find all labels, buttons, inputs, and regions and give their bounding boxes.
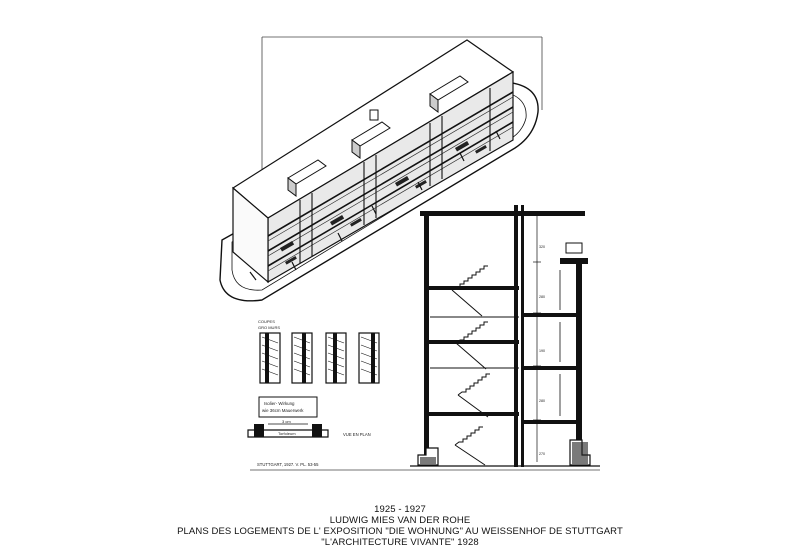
- caption-subject: PLANS DES LOGEMENTS DE L' EXPOSITION "DIE WOHNUNG" AU WEISSENHOF DE STUTTGART: [177, 526, 623, 537]
- dimension-label: 280: [539, 399, 545, 403]
- caption-years: 1925 - 1927: [374, 504, 426, 515]
- insulation-note-1: Isolier- Wirkung: [264, 401, 295, 406]
- building-section: [410, 205, 600, 467]
- insulation-dim: 3 cm: [282, 419, 291, 424]
- dimension-label: 270: [539, 452, 545, 456]
- dimension-label: 190: [539, 349, 545, 353]
- plan-view-label: VUE EN PLAN: [343, 432, 371, 437]
- wall-section-title-1: COUPES: [258, 319, 275, 324]
- insulation-material: Torfoleum: [278, 431, 296, 436]
- insulation-note-2: wie 36cm Mauerwerk: [262, 408, 304, 413]
- plate-reference: STUTTGART, 1927. V. PL. 53-55: [257, 462, 319, 467]
- wall-sections: [260, 333, 379, 383]
- caption-source: "L'ARCHITECTURE VIVANTE" 1928: [321, 537, 479, 548]
- dimension-label: 280: [539, 295, 545, 299]
- dimension-label: 320: [539, 245, 545, 249]
- wall-section-title-2: GRO MURS: [258, 325, 280, 330]
- isometric-building: [220, 40, 538, 301]
- caption-architect: LUDWIG MIES VAN DER ROHE: [329, 515, 471, 526]
